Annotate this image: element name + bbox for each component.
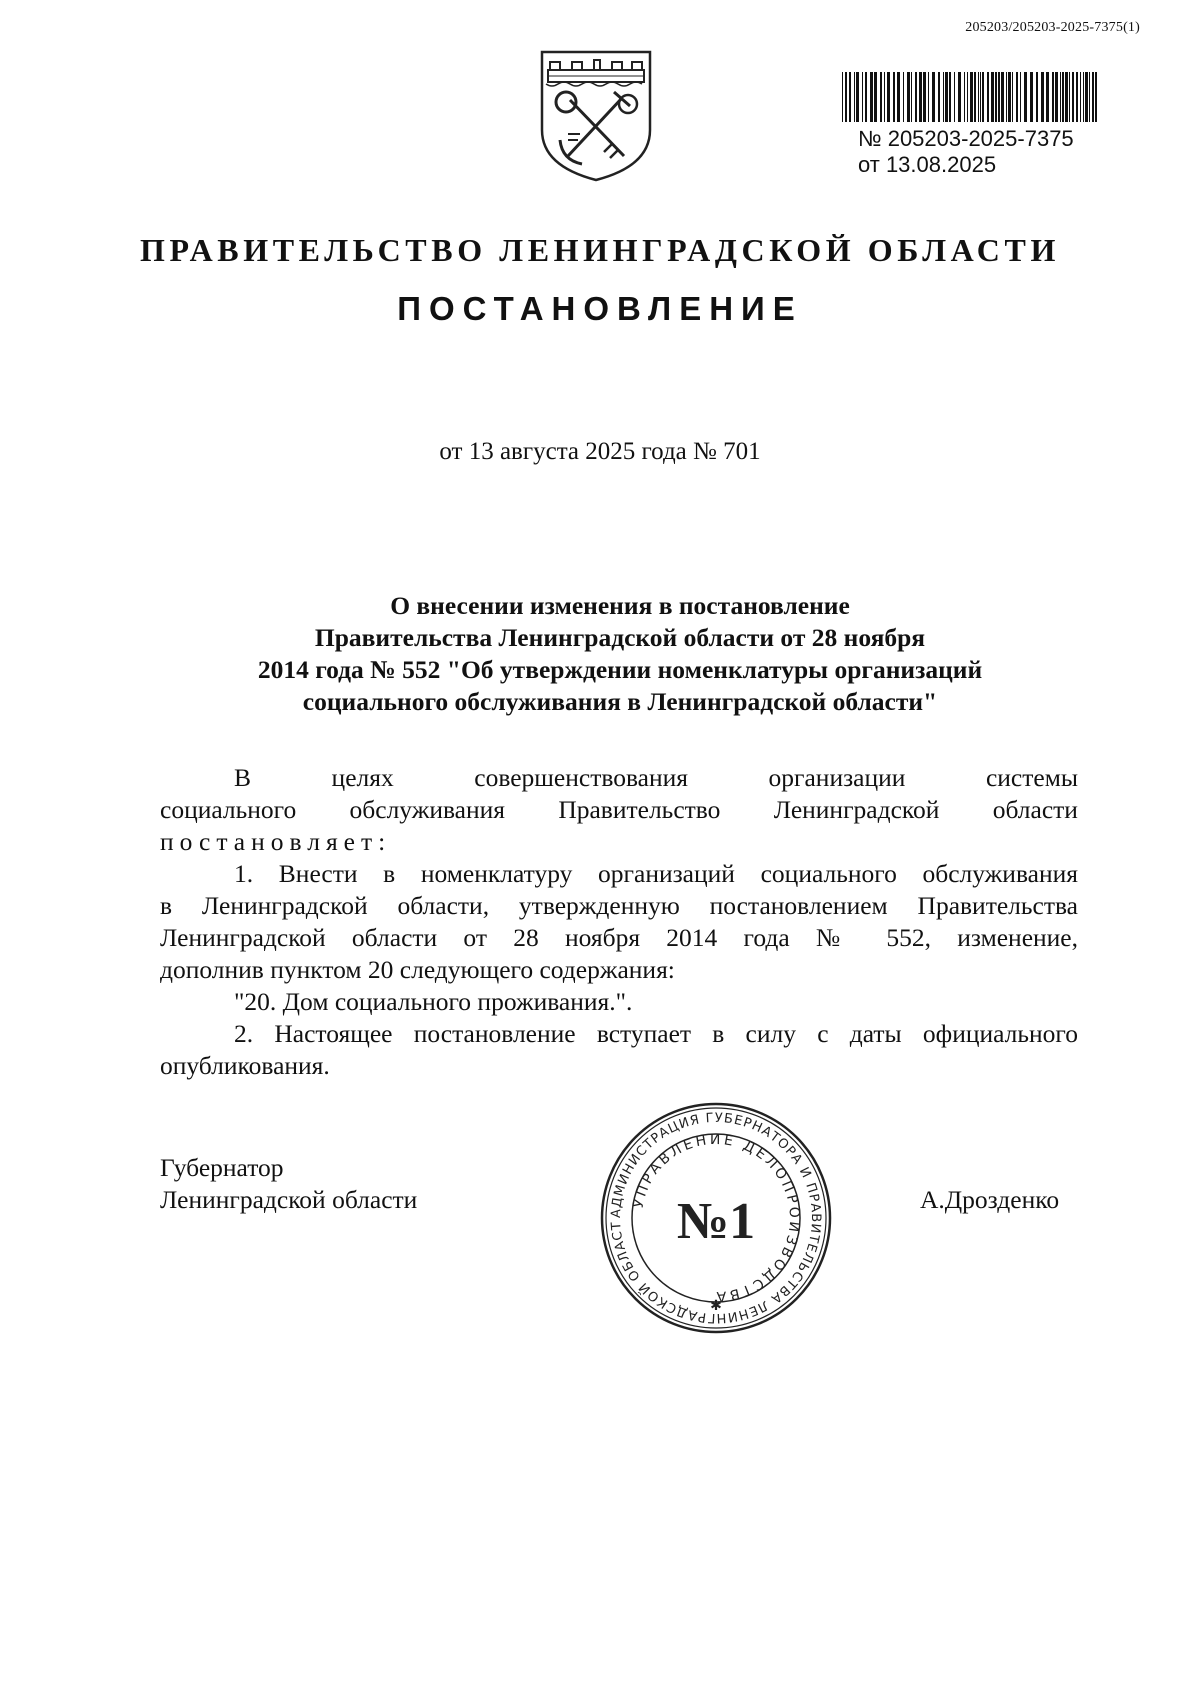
- government-heading: ПРАВИТЕЛЬСТВО ЛЕНИНГРАДСКОЙ ОБЛАСТИ: [140, 232, 1060, 268]
- preamble-word: совершенствования: [474, 763, 688, 792]
- barcode-bar: [978, 72, 979, 122]
- barcode-bar: [865, 72, 867, 122]
- preamble-line-1: [160, 762, 1078, 794]
- registration-number: № 205203-2025-7375: [858, 126, 1074, 151]
- signature-position: [160, 1152, 417, 1216]
- document-code: 205203/205203-2025-7375(1): [965, 20, 1140, 35]
- barcode-bar: [932, 72, 935, 122]
- barcode-bar: [954, 72, 955, 122]
- barcode-bar: [1041, 72, 1044, 122]
- barcode-bar: [970, 72, 973, 122]
- document-date-number: от 13 августа 2025 года № 701: [439, 438, 761, 465]
- document-type: ПОСТАНОВЛЕНИЕ: [397, 290, 803, 327]
- signatory-name: А.Дрозденко: [920, 1185, 1060, 1214]
- barcode-bar: [856, 72, 859, 122]
- barcode-bar: [880, 72, 882, 122]
- barcode-bar: [893, 72, 895, 122]
- barcode-bar: [980, 72, 981, 122]
- barcode-bar: [1012, 72, 1013, 122]
- barcode-bar: [1020, 72, 1021, 122]
- preamble-line-2: [160, 794, 1078, 826]
- preamble-word: социального: [160, 795, 297, 824]
- decree-word: постановляет:: [160, 827, 392, 856]
- barcode-bar: [1016, 72, 1018, 122]
- registration-date: от 13.08.2025: [858, 152, 997, 177]
- barcode-bar: [915, 72, 917, 122]
- item-1-line: Ленинградской области от 28 ноября 2014 года № 552, изменение,: [160, 923, 1078, 952]
- barcode-bar: [1072, 72, 1074, 122]
- barcode-bar: [911, 72, 912, 122]
- barcode-bar: [874, 72, 877, 122]
- barcode-bar: [887, 72, 890, 122]
- barcode-bar: [845, 72, 847, 122]
- barcode-bar: [1089, 72, 1090, 122]
- barcode-bar: [1055, 72, 1058, 122]
- svg-text:✱: ✱: [710, 1299, 722, 1314]
- document-title: [160, 590, 1080, 718]
- item-2-line: 2. Настоящее постановление вступает в силу с даты официального: [234, 1019, 1078, 1048]
- preamble-word: Ленинградской: [773, 795, 940, 824]
- barcode-bar: [998, 72, 1000, 122]
- item-1-quote: "20. Дом социального проживания.".: [234, 987, 633, 1016]
- barcode-bar: [1083, 72, 1084, 122]
- title-line: О внесении изменения в постановление: [390, 591, 850, 620]
- item-1-line: 1. Внести в номенклатуру организаций социального обслуживания: [234, 859, 1078, 888]
- coat-of-arms-icon: [538, 48, 654, 184]
- barcode-bar: [1030, 72, 1033, 122]
- item-1-line: в Ленинградской области, утвержденную постановлением Правительства: [160, 891, 1078, 920]
- barcode-bar: [907, 72, 910, 122]
- barcode-bar: [923, 72, 926, 122]
- preamble-word: системы: [985, 763, 1078, 792]
- barcode-bar: [945, 72, 948, 122]
- barcode-bar: [964, 72, 965, 122]
- title-line: Правительства Ленинградской области от 28 ноября: [314, 623, 926, 652]
- seal-number: №1: [676, 1193, 756, 1250]
- barcode-bar: [1036, 72, 1038, 122]
- barcode-bar: [1095, 72, 1097, 122]
- preamble-word: В: [234, 763, 252, 792]
- barcode-bar: [1062, 72, 1064, 122]
- barcode-bar: [982, 72, 984, 122]
- barcode-bar: [1065, 72, 1068, 122]
- barcode-bar: [842, 72, 843, 122]
- barcode-bar: [995, 72, 997, 122]
- barcode-bar: [862, 72, 863, 122]
- barcode-bar: [1001, 72, 1004, 122]
- seal-outer-text: АДМИНИСТРАЦИЯ ГУБЕРНАТОРА И ПРАВИТЕЛЬСТВА ЛЕНИНГРАДСКОЙ ОБЛАСТ: [608, 1110, 824, 1326]
- barcode-bar: [1085, 72, 1088, 122]
- item-2-line: опубликования.: [160, 1051, 330, 1080]
- title-line: 2014 года № 552 "Об утверждении номенклатуры организаций: [257, 655, 983, 684]
- barcode-bar: [967, 72, 968, 122]
- seal-inner-text: УПРАВЛЕНИЕ ДЕЛОПРОИЗВОДСТВА: [630, 1131, 803, 1305]
- preamble-word: организации: [768, 763, 906, 792]
- barcode-bar: [1046, 72, 1049, 122]
- barcode-bar: [987, 72, 989, 122]
- barcode-bar: [1052, 72, 1054, 122]
- barcode-bar: [919, 72, 922, 122]
- barcode-bar: [1006, 72, 1007, 122]
- barcode-bar: [1069, 72, 1070, 122]
- barcode-bar: [903, 72, 904, 122]
- barcode-bar: [1076, 72, 1078, 122]
- preamble-word: целях: [331, 763, 394, 792]
- preamble-word: области: [992, 795, 1078, 824]
- barcode-bar: [958, 72, 961, 122]
- barcode-bar: [884, 72, 885, 122]
- barcode-bar: [974, 72, 976, 122]
- title-line: социального обслуживания в Ленинградской области": [302, 687, 938, 716]
- barcode-bar: [928, 72, 929, 122]
- barcode-bar: [991, 72, 994, 122]
- barcode-image: [842, 72, 1100, 122]
- barcode-bar: [938, 72, 940, 122]
- barcode-bar: [1024, 72, 1027, 122]
- barcode-bar: [943, 72, 944, 122]
- item-1-line: дополнив пунктом 20 следующего содержания:: [160, 955, 675, 984]
- barcode-bar: [854, 72, 855, 122]
- barcode-bar: [849, 72, 851, 122]
- signature-position-line: Ленинградской области: [160, 1185, 418, 1214]
- signature-position-line: Губернатор: [160, 1153, 284, 1182]
- barcode-bar: [949, 72, 951, 122]
- official-seal-icon: [598, 1100, 834, 1336]
- barcode-bar: [1060, 72, 1061, 122]
- barcode-bar: [1092, 72, 1094, 122]
- barcode-bar: [1080, 72, 1081, 122]
- barcode-bar: [870, 72, 873, 122]
- preamble-word: обслуживания: [349, 795, 506, 824]
- barcode-bar: [1008, 72, 1011, 122]
- document-body: [160, 762, 1078, 1082]
- barcode-bar: [897, 72, 900, 122]
- preamble-word: Правительство: [558, 795, 721, 824]
